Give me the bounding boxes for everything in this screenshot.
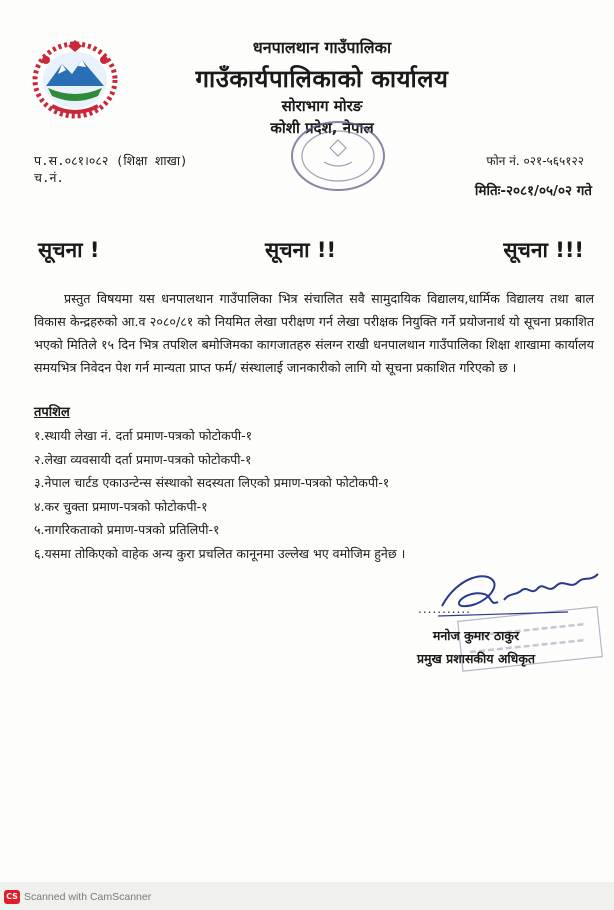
- office-province: कोशी प्रदेश, नेपाल: [270, 119, 374, 137]
- document-list: [34, 424, 405, 565]
- list-item: १.स्थायी लेखा नं. दर्ता प्रमाण-पत्रको फोटोकपी-१: [34, 428, 253, 443]
- ref-patra-sankhya: प.स.०८१।०८२ (शिक्षा शाखा): [34, 153, 188, 168]
- list-item: ३.नेपाल चार्टड एकाउन्टेन्स संस्थाको सदस्यता लिएको प्रमाण-पत्रको फोटोकपी-१: [34, 475, 390, 490]
- office-phone: फोन नं. ०२१-५६५१२२: [486, 154, 584, 168]
- notice-heading-3: सूचना !!!: [503, 238, 584, 262]
- org-name: धनपालथान गाउँपालिका: [252, 38, 392, 57]
- signatory-name: मनोज कुमार ठाकुर: [432, 628, 520, 643]
- camscanner-logo-icon: CS: [4, 890, 20, 904]
- notice-date: मितिः-२०८१/०५/०२ गते: [474, 183, 592, 199]
- office-name: गाउँकार्यपालिकाको कार्यालय: [195, 65, 449, 93]
- notice-body: प्रस्तुत विषयमा यस धनपालथान गाउँपालिका भित्र संचालित सवै सामुदायिक विद्यालय,धार्मिक विद्यालय तथा बाल विकास केन्द्रहरुको आ.व २०८०/८१ को नियमित लेखा परीक्षण गर्न लेखा परीक्षक नियुक्ति गर्ने प्रयोजनार्थ यो सूचना प्रकाशित भएको मितिले १५ दिन भित्र तपशिल बमोजिमका कागजातहरु संलग्न राखी धनपालथान गाउँपालिका शिक्षा शाखामा कार्यालय समयभित्र निवेदन पेश गर्न मान्यता प्राप्त फर्म/ संस्थालाई जानकारीको लागि यो सूचना प्रकाशित गरिएको छ ।: [34, 291, 594, 375]
- list-item: ५.नागरिकताको प्रमाण-पत्रको प्रतिलिपी-१: [34, 522, 220, 537]
- ref-chalani-number: च.नं.: [34, 170, 64, 185]
- list-item: ६.यसमा तोकिएको वाहेक अन्य कुरा प्रचलित कानूनमा उल्लेख भए वमोजिम हुनेछ ।: [34, 545, 406, 561]
- notice-heading-2: सूचना !!: [265, 238, 337, 262]
- notice-heading-1: सूचना !: [38, 238, 100, 262]
- office-place: सोराभाग मोरङ: [281, 97, 363, 115]
- list-item: २.लेखा व्यवसायी दर्ता प्रमाण-पत्रको फोटोकपी-१: [34, 451, 252, 467]
- round-office-stamp: [286, 118, 390, 194]
- signature-dots: ...........: [418, 602, 471, 616]
- list-title: तपशिल: [34, 405, 70, 420]
- scanner-watermark: Scanned with CamScanner: [24, 891, 152, 903]
- signatory-title: प्रमुख प्रशासकीय अधिकृत: [416, 651, 536, 666]
- list-item: ४.कर चुक्ता प्रमाण-पत्रको फोटोकपी-१: [34, 498, 208, 514]
